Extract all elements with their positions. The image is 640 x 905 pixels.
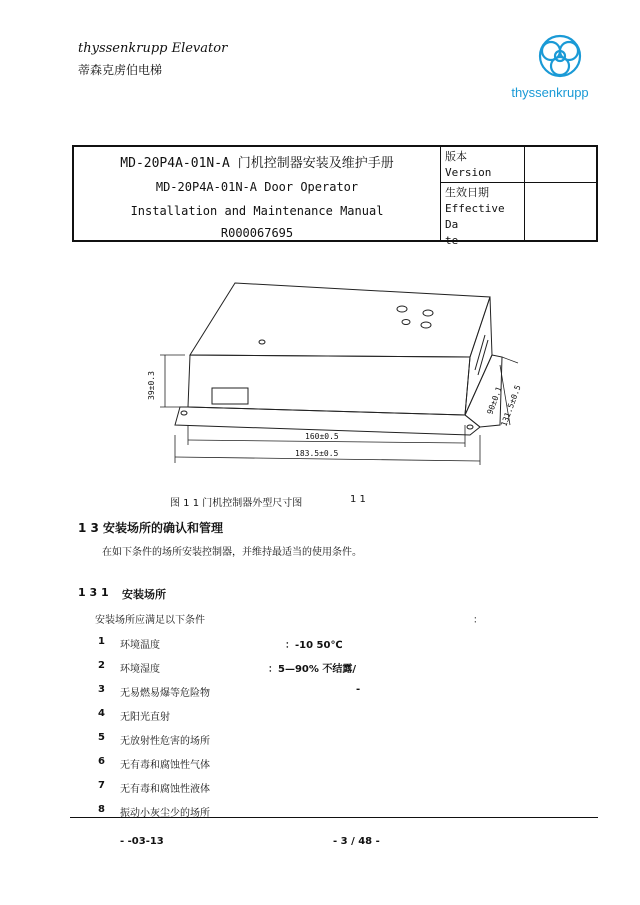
- list-item-value: -: [356, 684, 361, 695]
- list-item-number: 4: [98, 708, 105, 719]
- list-item-text: 无有毒和腐蚀性液体: [120, 784, 210, 795]
- list-item-text: 无阳光直射: [120, 712, 170, 723]
- list-item-text: 振动小灰尘少的场所: [120, 808, 210, 819]
- title-en-line2: Installation and Maintenance Manual: [130, 204, 384, 218]
- page-number: - 3 / 48 -: [333, 836, 380, 847]
- footer-rule: [70, 817, 598, 818]
- list-item-number: 8: [98, 804, 105, 815]
- subsection-lead: 安装场所应满足以下条件: [95, 615, 205, 626]
- effective-label-en-1: Effective Da: [445, 202, 505, 231]
- effective-date-value: [525, 183, 596, 240]
- title-cn: MD-20P4A-01N-A 门机控制器安装及维护手册: [120, 156, 394, 171]
- list-item-number: 1: [98, 636, 105, 647]
- section-heading: 1 3 安装场所的确认和管理: [78, 521, 224, 535]
- list-item-text: 无易燃易爆等危险物: [120, 688, 210, 699]
- effective-date-label: [441, 183, 525, 247]
- mounting-flange: [175, 407, 480, 435]
- list-item-number: 6: [98, 756, 105, 767]
- footer-date: - -03-13: [120, 836, 164, 847]
- list-item-number: 7: [98, 780, 105, 791]
- dim-width-label: 160±0.5: [305, 432, 339, 441]
- version-label-en: Version: [445, 166, 492, 179]
- connector-window: [212, 388, 248, 404]
- version-label: [441, 147, 525, 183]
- list-item-text: 环境湿度: [120, 664, 160, 675]
- dim-depth-label: 90±0.1: [485, 385, 504, 416]
- list-item-text: 无放射性危害的场所: [120, 736, 210, 747]
- company-name-cn: 蒂森克虏伯电梯: [78, 63, 163, 77]
- dim-width-total-label: 183.5±0.5: [295, 449, 339, 458]
- list-item-number: 3: [98, 684, 105, 695]
- front-face: [188, 355, 470, 415]
- version-value: [525, 147, 596, 183]
- effective-label-en-2: te: [445, 234, 459, 247]
- top-face: [190, 283, 490, 357]
- section-paragraph: 在如下条件的场所安装控制器，并维持最适当的使用条件。: [102, 547, 362, 558]
- effective-label-cn: 生效日期: [445, 186, 489, 199]
- list-item-number: 2: [98, 660, 105, 671]
- subsection-title: 安装场所: [122, 588, 166, 601]
- document-number: R000067695: [220, 226, 294, 240]
- list-item-value: ：-10 50℃: [285, 640, 343, 651]
- subsection-lead-colon: ：: [473, 615, 483, 626]
- logo-text: thyssenkrupp: [511, 85, 589, 100]
- figure-caption-number: 1 1: [350, 494, 366, 505]
- list-item-text: 环境温度: [120, 640, 160, 651]
- dim-depth-total-label: 131.5±0.5: [499, 383, 523, 428]
- version-label-cn: 版本: [445, 150, 467, 163]
- title-cell: [74, 147, 441, 240]
- figure-caption: 图 1 1 门机控制器外型尺寸图: [170, 498, 303, 509]
- list-item-text: 无有毒和腐蚀性气体: [120, 760, 210, 771]
- company-name-en: thyssenkrupp Elevator: [78, 41, 228, 56]
- subsection-number: 1 3 1: [78, 586, 109, 599]
- list-item-number: 5: [98, 732, 105, 743]
- title-block: [72, 145, 598, 247]
- dim-height-label: 39±0.3: [147, 371, 156, 400]
- list-item-value: ：5—90% 不结露/: [268, 664, 357, 675]
- controller-dimension-drawing: [140, 275, 523, 475]
- title-en-line1: MD-20P4A-01N-A Door Operator: [155, 180, 359, 194]
